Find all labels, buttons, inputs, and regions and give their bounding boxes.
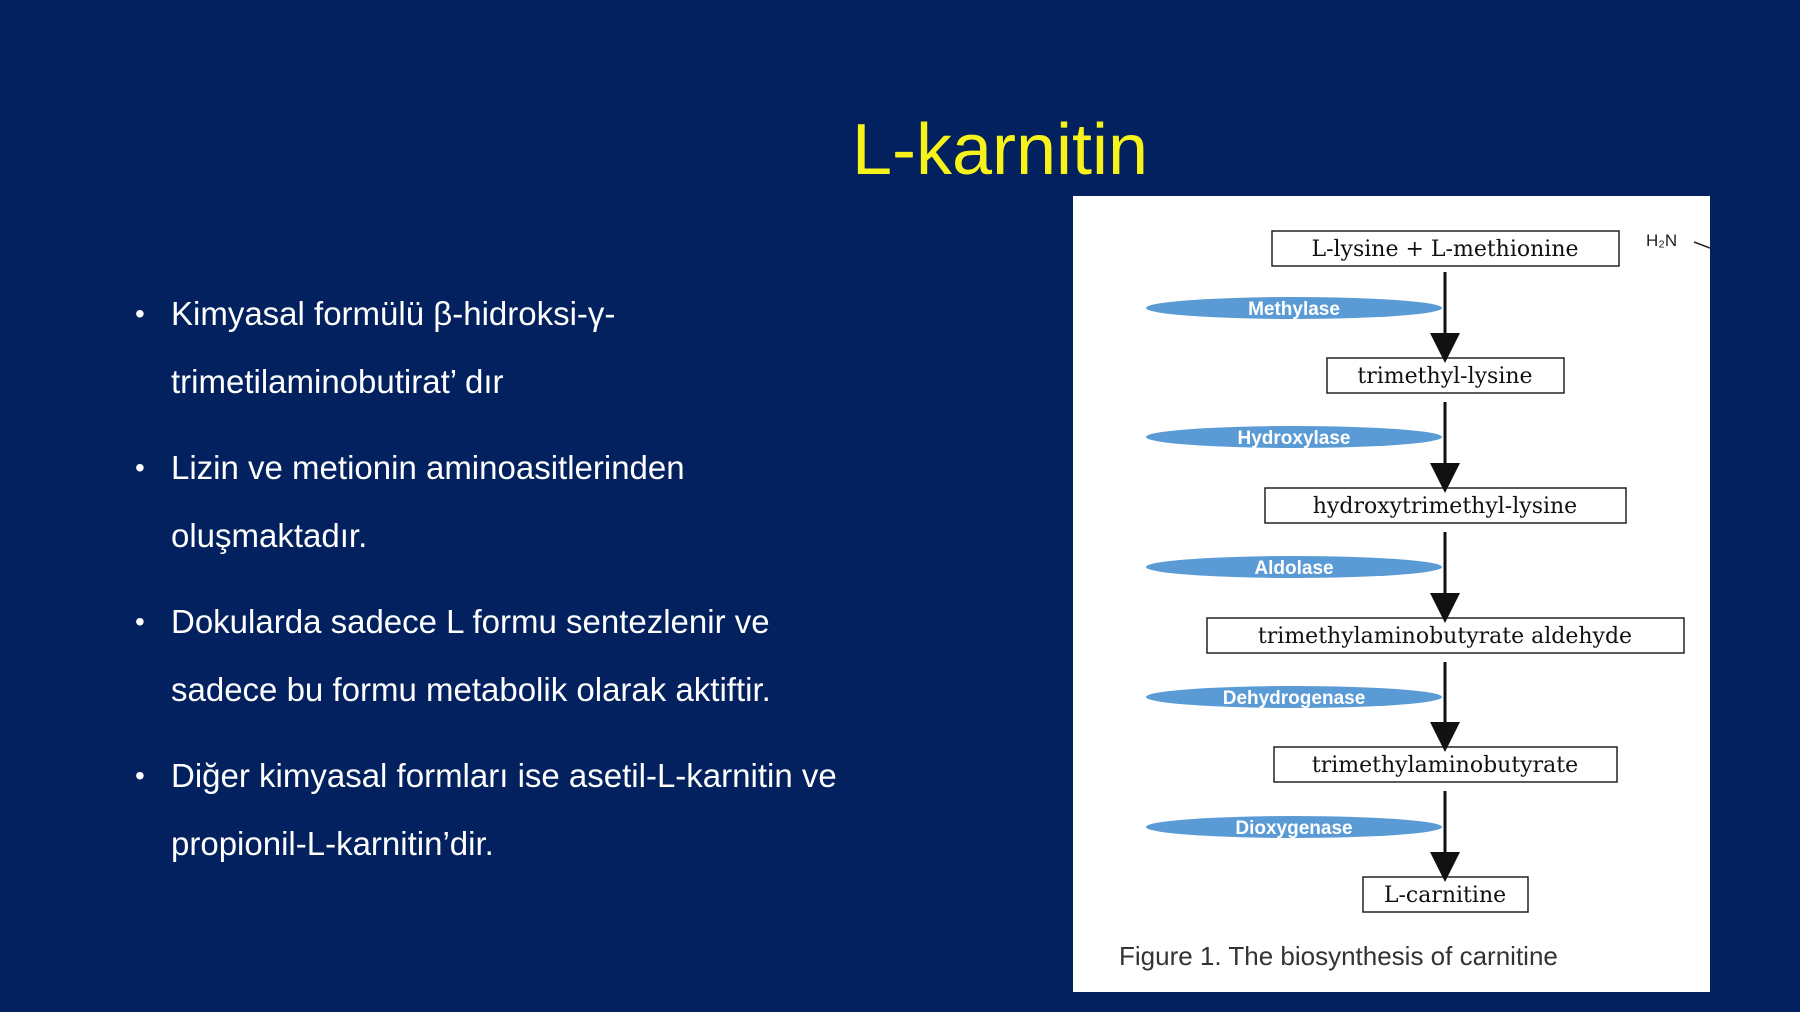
biosynthesis-figure — [1073, 196, 1710, 992]
pathway-box-label: L-lysine + L-methionine — [1311, 237, 1579, 262]
enzyme-label — [1146, 297, 1442, 320]
enzyme-label-text: Hydroxylase — [1237, 428, 1351, 449]
bullet-dot-icon: • — [135, 452, 145, 483]
bullet-line: Dokularda sadece L formu sentezlenir ve — [171, 603, 770, 640]
enzyme-label-text: Dioxygenase — [1235, 818, 1353, 839]
bullet-line: Kimyasal formülü β-hidroksi-γ- — [171, 295, 616, 332]
corner-bond-line — [1694, 242, 1710, 248]
bullet-item — [135, 280, 895, 416]
pathway-box — [1327, 358, 1564, 393]
bullet-item — [135, 434, 895, 570]
bullet-line: oluşmaktadır. — [171, 517, 368, 554]
bullet-list — [135, 280, 895, 896]
bullet-line: trimetilaminobutirat’ dır — [171, 363, 504, 400]
pathway-box-label: trimethyl-lysine — [1357, 364, 1533, 389]
bullet-item — [135, 742, 895, 878]
bullet-dot-icon: • — [135, 760, 145, 791]
bullet-line: propionil-L-karnitin’dir. — [171, 825, 494, 862]
bullet-line: Diğer kimyasal formları ise asetil-L-karnitin ve — [171, 757, 837, 794]
enzyme-label-text: Dehydrogenase — [1222, 688, 1366, 709]
enzyme-label — [1146, 686, 1442, 709]
pathway-box — [1207, 618, 1684, 653]
corner-label: H₂N — [1646, 231, 1678, 250]
pathway-box — [1265, 488, 1626, 523]
pathway-box — [1363, 877, 1528, 912]
bullet-line: Lizin ve metionin aminoasitlerinden — [171, 449, 685, 486]
enzyme-label-text: Aldolase — [1254, 558, 1334, 579]
figure-caption: Figure 1. The biosynthesis of carnitine — [1119, 941, 1558, 971]
enzyme-label — [1146, 816, 1442, 839]
pathway-box-label: trimethylaminobutyrate — [1311, 753, 1579, 778]
bullet-dot-icon: • — [135, 298, 145, 329]
bullet-line: sadece bu formu metabolik olarak aktiftir. — [171, 671, 771, 708]
slide-title-text: L-karnitin — [851, 110, 1149, 190]
pathway-box — [1272, 231, 1619, 266]
pathway-box — [1274, 747, 1617, 782]
enzyme-label-text: Methylase — [1248, 299, 1340, 320]
slide-title — [0, 105, 1800, 195]
enzyme-label — [1146, 426, 1442, 449]
bullet-dot-icon: • — [135, 606, 145, 637]
pathway-box-label: hydroxytrimethyl-lysine — [1312, 494, 1578, 519]
enzyme-label — [1146, 556, 1442, 579]
bullet-item — [135, 588, 895, 724]
pathway-box-label: L-carnitine — [1383, 883, 1507, 908]
pathway-box-label: trimethylaminobutyrate aldehyde — [1257, 624, 1633, 649]
pathway-diagram — [1073, 196, 1710, 992]
